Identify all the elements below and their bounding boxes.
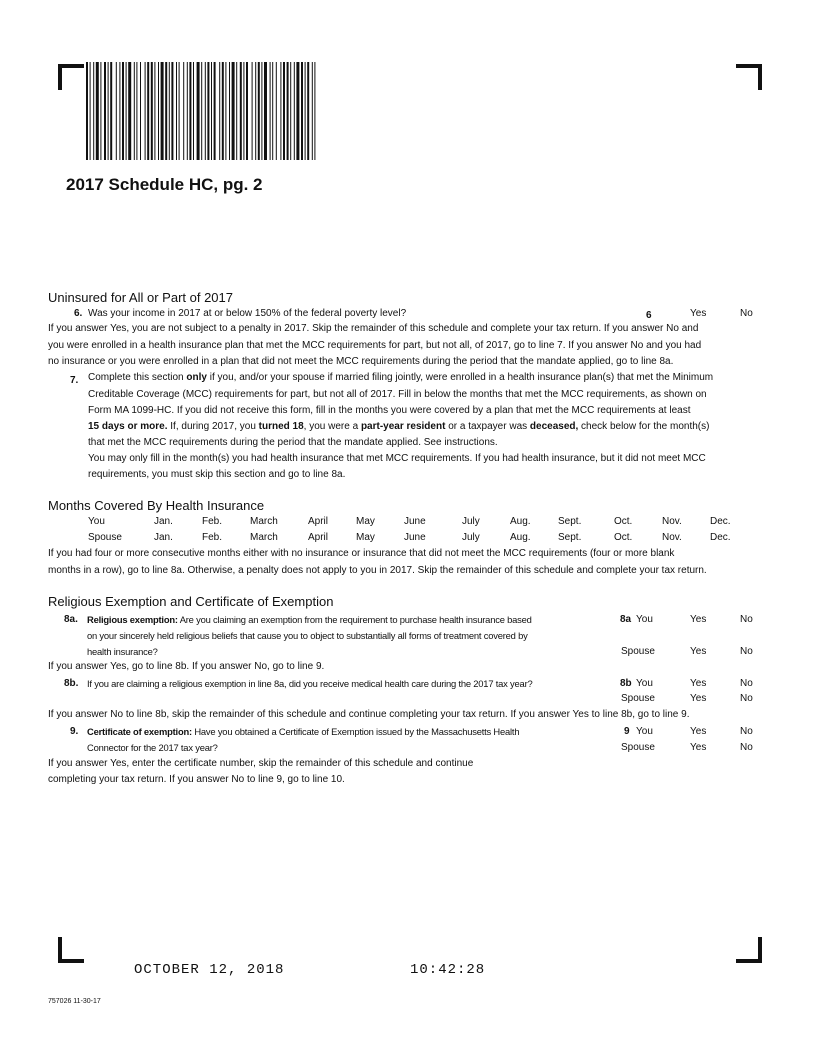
line-8b-instruction: If you answer No to line 8b, skip the remainder of this schedule and continue completing your tax return. If you answer Yes to line 8b, go to line 9.: [48, 709, 690, 720]
barcode-bar: [252, 62, 253, 160]
month-checkbox[interactable]: June: [404, 516, 426, 527]
month-checkbox[interactable]: Feb.: [202, 532, 223, 543]
line-9-question: Certificate of exemption: Have you obtained a Certificate of Exemption issued by the Massachusetts Health: [87, 726, 520, 737]
line-9-you-yes[interactable]: Yes: [690, 726, 707, 737]
barcode-bar: [219, 62, 220, 160]
barcode-bar: [207, 62, 209, 160]
barcode-bar: [110, 62, 112, 160]
barcode-bar: [229, 62, 230, 160]
barcode-bar: [201, 62, 202, 160]
line-6-number: 6.: [74, 308, 83, 319]
month-checkbox[interactable]: March: [250, 532, 278, 543]
line-7-text: 15 days or more. If, during 2017, you turned 18, you were a part-year resident or a taxpayer was deceased, check below for the month(s): [88, 421, 710, 432]
line-6-yes[interactable]: Yes: [690, 308, 707, 319]
month-checkbox[interactable]: Oct.: [614, 532, 633, 543]
months-row-label: Spouse: [88, 532, 122, 543]
line-9-question: Connector for the 2017 tax year?: [87, 742, 218, 753]
barcode-bar: [312, 62, 313, 160]
section-heading-uninsured: Uninsured for All or Part of 2017: [48, 290, 233, 305]
barcode-bar: [305, 62, 306, 160]
barcode-bar: [193, 62, 194, 160]
line-9-you-no[interactable]: No: [740, 726, 753, 737]
line-8a-you-label: You: [636, 614, 653, 625]
barcode-bar: [232, 62, 235, 160]
line-7-number: 7.: [70, 375, 79, 386]
barcode-bar: [169, 62, 170, 160]
month-checkbox[interactable]: Jan.: [154, 532, 173, 543]
barcode-bar: [246, 62, 248, 160]
month-checkbox[interactable]: April: [308, 516, 329, 527]
barcode-bar: [211, 62, 212, 160]
line-8a-instruction: If you answer Yes, go to line 8b. If you answer No, go to line 9.: [48, 661, 325, 672]
month-checkbox[interactable]: June: [404, 532, 426, 543]
barcode-bar: [119, 62, 120, 160]
barcode-bar: [171, 62, 173, 160]
line-8b-you-no[interactable]: No: [740, 678, 753, 689]
barcode-bar: [197, 62, 200, 160]
line-8b-question: If you are claiming a religious exemption in line 8a, did you receive medical health care during the 2017 tax year?: [87, 678, 533, 689]
barcode-bar: [161, 62, 164, 160]
barcode-bar: [276, 62, 277, 160]
barcode-bar: [187, 62, 188, 160]
months-instruction: If you had four or more consecutive months either with no insurance or insurance that did not meet the MCC requirements (four or more blank: [48, 548, 675, 559]
barcode-bar: [93, 62, 94, 160]
barcode-bar: [116, 62, 117, 160]
barcode-bar: [287, 62, 289, 160]
barcode-bar: [96, 62, 99, 160]
barcode-bar: [255, 62, 256, 160]
barcode-bar: [104, 62, 106, 160]
barcode-bar: [158, 62, 159, 160]
barcode-bar: [264, 62, 267, 160]
line-7-text: Creditable Coverage (MCC) requirements for part, but not all of 2017. Fill in below the months that met the MCC requirements, as shown on: [88, 389, 707, 400]
line-7-text: that met the MCC requirements during the period that the mandate applied. See instructions.: [88, 437, 498, 448]
barcode-bar: [183, 62, 184, 160]
barcode-bar: [100, 62, 101, 160]
print-date: OCTOBER 12, 2018: [134, 962, 285, 978]
barcode-bar: [283, 62, 285, 160]
line-9-spouse-no[interactable]: No: [740, 742, 753, 753]
barcode-bar: [222, 62, 224, 160]
months-instruction: months in a row), go to line 8a. Otherwise, a penalty does not apply to you in 2017. Skip the remainder of this schedule and complete your tax return.: [48, 565, 707, 576]
line-9-you-label: You: [636, 726, 653, 737]
corner-mark-top-right: [736, 64, 762, 90]
line-9-instruction: completing your tax return. If you answer No to line 9, go to line 10.: [48, 774, 345, 785]
line-6-instruction: no insurance or you were enrolled in a plan that did not meet the MCC requirements during the period that the mandate applied, go to line 8a.: [48, 356, 674, 367]
corner-mark-bottom-left: [58, 937, 84, 963]
barcode-bar: [86, 62, 88, 160]
month-checkbox[interactable]: Aug.: [510, 532, 531, 543]
barcode-bar: [179, 62, 180, 160]
barcode-bar: [290, 62, 291, 160]
month-checkbox[interactable]: Aug.: [510, 516, 531, 527]
line-6-instruction: you were enrolled in a health insurance plan that met the MCC requirements for part, but not all, of 2017, go to line 7. If you answer No and you had: [48, 340, 702, 351]
barcode: [86, 62, 318, 160]
month-checkbox[interactable]: Sept.: [558, 532, 582, 543]
line-9-instruction: If you answer Yes, enter the certificate number, skip the remainder of this schedule and continue: [48, 758, 474, 769]
month-checkbox[interactable]: July: [462, 532, 480, 543]
line-9-spouse-label: Spouse: [621, 742, 655, 753]
barcode-bar: [307, 62, 309, 160]
line-7-text: requirements, you must skip this section and go to line 8a.: [88, 469, 346, 480]
barcode-bar: [145, 62, 146, 160]
month-checkbox[interactable]: May: [356, 516, 375, 527]
barcode-bar: [270, 62, 271, 160]
month-checkbox[interactable]: Dec.: [710, 516, 731, 527]
page-title: 2017 Schedule HC, pg. 2: [66, 175, 263, 194]
line-8b-box-label: 8b: [620, 678, 632, 689]
month-checkbox[interactable]: Dec.: [710, 532, 731, 543]
barcode-bar: [189, 62, 191, 160]
barcode-bar: [128, 62, 131, 160]
line-8a-spouse-label: Spouse: [621, 646, 655, 657]
line-9-number: 9.: [70, 726, 79, 737]
months-row-label: You: [88, 516, 105, 527]
line-8a-you-yes[interactable]: Yes: [690, 614, 707, 625]
barcode-bar: [280, 62, 281, 160]
line-8a-spouse-no[interactable]: No: [740, 646, 753, 657]
barcode-bar: [261, 62, 262, 160]
barcode-bar: [296, 62, 299, 160]
barcode-bar: [236, 62, 237, 160]
corner-mark-top-left: [58, 64, 84, 90]
barcode-bar: [134, 62, 135, 160]
line-8b-number: 8b.: [64, 678, 79, 689]
print-time: 10:42:28: [410, 962, 486, 978]
line-8a-question: Religious exemption: Are you claiming an exemption from the requirement to purchase health insurance based: [87, 614, 532, 625]
barcode-bar: [147, 62, 149, 160]
month-checkbox[interactable]: Nov.: [662, 516, 682, 527]
form-code: 757026 11-30-17: [48, 998, 101, 1005]
section-heading-religious: Religious Exemption and Certificate of Exemption: [48, 594, 334, 609]
barcode-bar: [214, 62, 216, 160]
barcode-bar: [272, 62, 273, 160]
month-checkbox[interactable]: July: [462, 516, 480, 527]
barcode-bar: [176, 62, 177, 160]
line-6-no[interactable]: No: [740, 308, 753, 319]
barcode-bar: [140, 62, 141, 160]
line-7-text: Form MA 1099-HC. If you did not receive this form, fill in the months you were covered by a plan that met the MCC requirements at least: [88, 405, 691, 416]
month-checkbox[interactable]: Nov.: [662, 532, 682, 543]
barcode-bar: [243, 62, 244, 160]
line-9-spouse-yes[interactable]: Yes: [690, 742, 707, 753]
barcode-bar: [225, 62, 226, 160]
month-checkbox[interactable]: Sept.: [558, 516, 582, 527]
barcode-bar: [240, 62, 242, 160]
barcode-bar: [154, 62, 155, 160]
barcode-bar: [122, 62, 124, 160]
barcode-bar: [126, 62, 127, 160]
line-6-box-label: 6: [646, 310, 652, 321]
line-8a-spouse-yes[interactable]: Yes: [690, 646, 707, 657]
barcode-bar: [108, 62, 109, 160]
barcode-bar: [258, 62, 260, 160]
line-8b-you-yes[interactable]: Yes: [690, 678, 707, 689]
line-6-question: Was your income in 2017 at or below 150% of the federal poverty level?: [88, 308, 407, 319]
line-8a-box-label: 8a: [620, 614, 632, 625]
line-8b-spouse-yes[interactable]: Yes: [690, 693, 707, 704]
line-8a-question: on your sincerely held religious beliefs that cause you to object to substantially all forms of treatment covered by: [87, 630, 528, 641]
line-7-text: Complete this section only if you, and/or your spouse if married filing jointly, were enrolled in a health insurance plan(s) that met the Minimum: [88, 372, 714, 383]
line-9-box-label: 9: [624, 726, 630, 737]
month-checkbox[interactable]: Feb.: [202, 516, 223, 527]
barcode-bar: [301, 62, 303, 160]
line-6-instruction: If you answer Yes, you are not subject to a penalty in 2017. Skip the remainder of this schedule and complete your tax return. If you answer No and: [48, 323, 699, 334]
month-checkbox[interactable]: May: [356, 532, 375, 543]
line-8a-question: health insurance?: [87, 646, 158, 657]
line-8a-number: 8a.: [64, 614, 78, 625]
barcode-bar: [151, 62, 153, 160]
line-8b-you-label: You: [636, 678, 653, 689]
barcode-bar: [294, 62, 295, 160]
line-8a-you-no[interactable]: No: [740, 614, 753, 625]
month-checkbox[interactable]: Oct.: [614, 516, 633, 527]
month-checkbox[interactable]: April: [308, 532, 329, 543]
section-heading-months: Months Covered By Health Insurance: [48, 498, 265, 513]
corner-mark-bottom-right: [736, 937, 762, 963]
barcode-bar: [165, 62, 167, 160]
barcode-bar: [136, 62, 137, 160]
month-checkbox[interactable]: Jan.: [154, 516, 173, 527]
line-8b-spouse-label: Spouse: [621, 693, 655, 704]
line-8b-spouse-no[interactable]: No: [740, 693, 753, 704]
barcode-bar: [314, 62, 315, 160]
line-7-text: You may only fill in the month(s) you had health insurance that met MCC requirements. If you had health insurance, but it did not meet MCC: [88, 453, 706, 464]
barcode-bar: [90, 62, 91, 160]
barcode-bar: [205, 62, 206, 160]
month-checkbox[interactable]: March: [250, 516, 278, 527]
